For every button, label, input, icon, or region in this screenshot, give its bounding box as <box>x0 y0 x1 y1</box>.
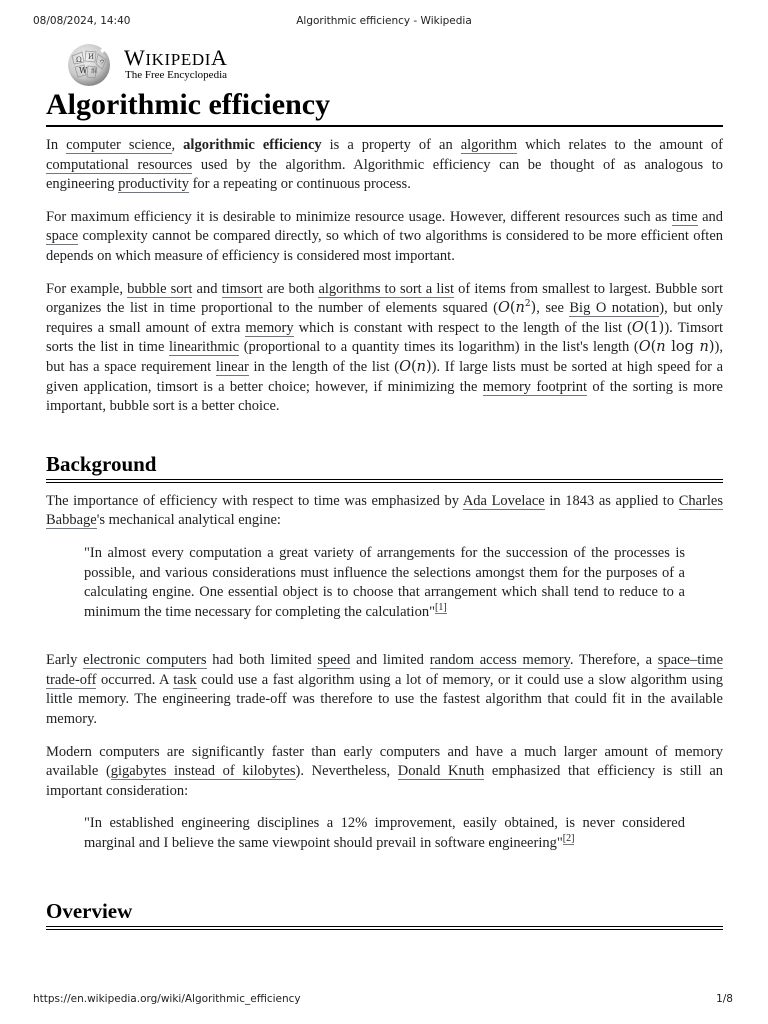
link-donald-knuth[interactable]: Donald Knuth <box>397 763 485 780</box>
link-big-o-notation[interactable]: Big O notation <box>569 300 660 317</box>
link-electronic-computers[interactable]: electronic computers <box>83 652 207 669</box>
intro-paragraph-2: For maximum efficiency it is desirable to minimize resource usage. However, different resources such as time and space complexity cannot be compared directly, so which of two algorithms is considered to be more efficient often depends on which measure of efficiency is considered most important. <box>46 208 724 264</box>
link-bubble-sort[interactable]: bubble sort <box>127 280 193 297</box>
link-speed[interactable]: speed <box>317 652 351 669</box>
link-linear[interactable]: linear <box>215 358 249 375</box>
link-memory-footprint[interactable]: memory footprint <box>482 378 588 395</box>
globe-glyph: W <box>79 66 88 75</box>
link-productivity[interactable]: productivity <box>118 176 189 193</box>
wikipedia-tagline: The Free Encyclopedia <box>125 69 228 81</box>
page-title: Algorithmic efficiency <box>46 86 723 127</box>
link-memory[interactable]: memory <box>245 319 294 336</box>
link-charles-babbage[interactable]: Charles Babbage <box>46 492 723 529</box>
print-header <box>33 15 735 29</box>
globe-glyph: Ω <box>76 56 82 64</box>
wikipedia-globe-icon <box>64 42 114 88</box>
lovelace-quote <box>46 544 723 622</box>
globe-glyph: 维 <box>91 68 98 75</box>
link-space-time-tradeoff[interactable]: space–time trade-off <box>46 652 724 688</box>
link-linearithmic[interactable]: linearithmic <box>169 339 240 356</box>
page-url: https://en.wikipedia.org/wiki/Algorithmic_efficiency <box>33 993 301 1005</box>
print-footer <box>33 993 735 1007</box>
math-o-n-squared: $O(n^2)$ <box>497 299 537 317</box>
link-timsort[interactable]: timsort <box>221 280 263 297</box>
wikipedia-wordmark: WIKIPEDIA <box>124 45 228 70</box>
citation-link[interactable]: [1] <box>435 601 447 613</box>
link-algorithm[interactable]: algorithm <box>460 137 518 153</box>
print-page-title: Algorithmic efficiency - Wikipedia <box>296 15 472 27</box>
wikipedia-logo[interactable] <box>64 42 264 88</box>
background-paragraph-1: The importance of efficiency with respect to time was emphasized by Ada Lovelace in 1843 as applied to Charles Babbage's mechanical analytical engine: <box>46 492 723 529</box>
intro-paragraph-1: In computer science, algorithmic efficiency is a property of an algorithm which relates to the amount of computational resources used by the algorithm. Algorithmic efficiency can be thought of as analogous to engineering productivity for a repeating or continuous process. <box>46 137 724 193</box>
citation-link[interactable]: [2] <box>562 833 575 845</box>
link-task[interactable]: task <box>173 671 197 688</box>
bold-term: algorithmic efficiency <box>183 137 322 153</box>
link-space[interactable]: space <box>46 228 79 245</box>
background-paragraph-2: Early electronic computers had both limited speed and limited random access memory. Therefore, a space–time trade-off occurred. A task could use a fast algorithm using a lot of memory, or it could use a slow algorithm using little memory. The engineering trade-off was therefore to use the fastest algorithm that could fit in the available memory. <box>46 652 724 728</box>
math-o-1: O(1) <box>631 319 665 336</box>
math-o-n: O(n) <box>399 358 432 375</box>
link-gigabytes-kilobytes[interactable]: gigabytes instead of kilobytes <box>110 763 296 780</box>
print-date: 08/08/2024, 14:40 <box>33 15 131 27</box>
link-ada-lovelace[interactable]: Ada Lovelace <box>462 492 545 509</box>
section-heading-overview: Overview <box>46 897 723 930</box>
link-computational-resources[interactable]: computational resources <box>46 156 193 173</box>
link-time[interactable]: time <box>671 208 698 225</box>
page-number: 1/8 <box>716 993 733 1005</box>
intro-paragraph-3: For example, bubble sort and timsort are both algorithms to sort a list of items from smallest to largest. Bubble sort organizes the list in time proportional to the number of elements squared ($O(n^2)$, see Big O notation), but only requires a small amount of extra memory which is constant with respect to the length of the list (O(1)). Timsort sorts the list in time linearithmic (proportional to a quantity times its logarithm) in the list's length (O(n log n)), but has a space requirement linear in the length of the list (O(n)). If large lists must be sorted at high speed for a given application, timsort is a better choice; however, if minimizing the memory footprint of the sorting is more important, bubble sort is a better choice. <box>46 280 724 415</box>
link-random-access-memory[interactable]: random access memory <box>429 652 570 669</box>
section-heading-background: Background <box>46 450 723 483</box>
link-sorting-algorithms[interactable]: algorithms to sort a list <box>318 280 455 297</box>
quote-text: "In established engineering disciplines a 12% improvement, easily obtained, is never considered marginal and I believe the same viewpoint should prevail in software engineering"[2] <box>84 815 685 852</box>
math-o-n-log-n: O(n log n) <box>638 339 715 356</box>
quote-text: "In almost every computation a great variety of arrangements for the succession of the processes is possible, and various considerations must influence the selections amongst them for the purposes of a calculating engine. One essential object is to choose that arrangement which shall tend to reduce to a minimum the time necessary for completing the calculation"[1] <box>84 544 685 620</box>
knuth-quote <box>46 814 723 853</box>
globe-glyph: ウ <box>99 59 106 66</box>
globe-glyph: И <box>88 53 95 61</box>
background-paragraph-3: Modern computers are significantly faster than early computers and have a much larger amount of memory available (gigabytes instead of kilobytes). Nevertheless, Donald Knuth emphasized that efficiency is still an important consideration: <box>46 743 723 799</box>
article-content <box>46 86 723 930</box>
link-computer-science[interactable]: computer science <box>66 137 172 153</box>
